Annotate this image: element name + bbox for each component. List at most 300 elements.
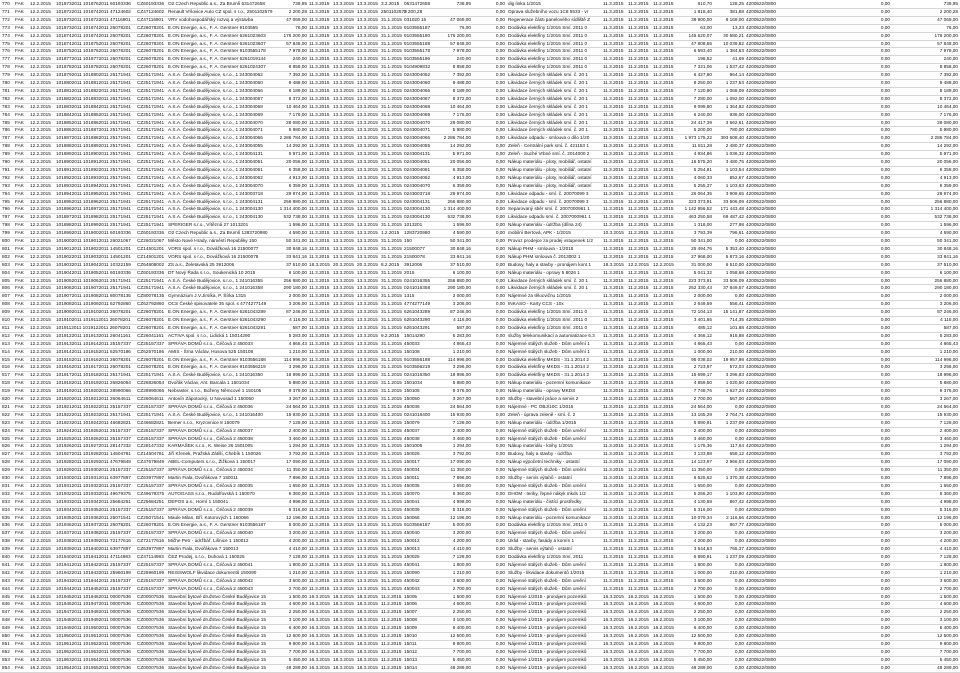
cell-cd: 1019342011 1019352011 25157337 <box>56 506 131 512</box>
cell-uhrada: 9103555188 <box>404 40 431 46</box>
cell-d3: 5 450,00 <box>693 656 712 662</box>
cell-ic: CZ25171941 <box>137 182 165 188</box>
cell-d3: 2 700,00 <box>693 585 712 591</box>
cell-duzp: 2 400,00 <box>452 427 471 433</box>
cell-cd: 1019462011 1019472011 00007536 <box>56 601 131 607</box>
cell-d2: 11.2.2015 <box>653 443 674 449</box>
cell-datum: 12.2.2015 <box>30 159 51 164</box>
cell-ic: CZ00007536 <box>137 633 165 638</box>
cell-dph: 4200522/0800 <box>746 277 776 283</box>
table-row <box>0 529 960 537</box>
cell-vs: 11.3.2015 <box>309 522 330 528</box>
cell-ev_cislo: 0,00 <box>495 159 505 164</box>
cell-zaklad_dph: 556,41 <box>729 301 744 307</box>
cell-d3: 2 700,00 <box>693 396 712 401</box>
cell-c1: 0,00 <box>880 206 890 212</box>
cell-dic: A.S.A. České Budějovice, s.r.o., 1 243004069 <box>168 111 263 117</box>
cell-ev_cislo: 0,00 <box>495 111 505 117</box>
cell-d3: 3 401,65 <box>693 317 712 322</box>
table-row <box>0 0 960 8</box>
cell-castka: 18.3.2015 <box>333 656 354 662</box>
cell-castka: 18.3.2015 <box>333 625 354 631</box>
cell-ic: CZ25171941 <box>137 111 165 117</box>
table-row <box>0 221 960 229</box>
cell-dph: 4200522/0800 <box>746 174 776 180</box>
cell-dic: SPRÁVA DOMŮ s.r.o., Čéčová 2 450035 <box>168 482 253 488</box>
cell-duzp: 738,95 <box>456 1 471 6</box>
cell-zaklad_dph: 0,00 <box>734 609 744 615</box>
cell-ev_cislo: 0,00 <box>495 261 505 267</box>
table-row <box>0 490 960 498</box>
cell-typ: FAK <box>15 285 24 291</box>
cell-n: 845 <box>2 593 10 599</box>
cell-dph: 4200522/0800 <box>746 119 776 125</box>
cell-typ: FAK <box>15 8 24 14</box>
cell-splat: 13.3.2015 <box>357 40 378 46</box>
cell-castka: 13.3.2015 <box>333 522 354 528</box>
cell-d3: 5 255,37 <box>693 182 712 188</box>
cell-cd: 1019042011 1019052011 60193336 <box>56 269 131 275</box>
cell-castka: 13.3.2015 <box>333 119 354 125</box>
cell-typ: FAK <box>15 103 24 109</box>
cell-ic: CZ63977897 <box>137 475 165 480</box>
cell-vs: 11.3.2015 <box>309 577 330 583</box>
cell-ev_cislo: 0,00 <box>495 166 505 172</box>
cell-splat: 13.3.2015 <box>357 143 378 149</box>
cell-datum: 12.2.2015 <box>30 569 51 575</box>
cell-d2: 11.2.2015 <box>653 546 674 552</box>
cell-dodavatel: 11 350,00 <box>286 467 307 473</box>
table-row <box>0 277 960 285</box>
cell-c1: 0,00 <box>880 348 890 354</box>
cell-c2: 10 464,00 <box>937 103 958 109</box>
cell-prijato: 31.1.2015 <box>381 380 402 386</box>
cell-cd: 1018722011 1018742011 47124602 <box>56 8 131 14</box>
cell-prijato: 31.1.2015 <box>381 482 402 488</box>
cell-datum: 16.2.2015 <box>30 656 51 662</box>
cell-zaklad_dph: 964,14 <box>729 72 744 78</box>
cell-c1: 0,00 <box>880 490 890 496</box>
cell-uhrada: 150079 <box>404 419 420 425</box>
cell-splat: 13.3.2015 <box>357 396 378 401</box>
cell-prijato: 31.1.2015 <box>381 103 402 109</box>
cell-cd: 1018832011 1018842011 25171941 <box>56 103 131 109</box>
cell-splat: 13.3.2015 <box>357 538 378 544</box>
cell-d2: 11.2.2015 <box>653 554 674 559</box>
cell-splat: 13.3.2015 <box>357 190 378 196</box>
cell-zaklad: Provoz prodejce za prodej vstupenek 1/2 <box>508 238 593 243</box>
cell-dodavatel: 57 848,00 <box>286 40 307 46</box>
cell-typ: FAK <box>15 174 24 180</box>
cell-text: 16.3.2015 <box>603 633 624 638</box>
cell-typ: FAK <box>15 56 24 62</box>
cell-splat: 13.3.2015 <box>357 285 378 291</box>
cell-d1: 11.2.2015 <box>628 159 649 164</box>
cell-dph: 4200522/0800 <box>746 530 776 536</box>
cell-zaklad: Separovaný sběr smí. č. 2007000961 1 <box>508 206 590 212</box>
cell-c1: 0,00 <box>880 577 890 583</box>
cell-ev_cislo: 0,00 <box>495 530 505 536</box>
cell-c1: 0,00 <box>880 8 890 14</box>
cell-prijato: 31.1.2015 <box>381 190 402 196</box>
cell-datum: 12.2.2015 <box>30 317 51 322</box>
cell-c1: 0,00 <box>880 648 890 654</box>
cell-dic: VRV vodohospodářský rozvoj a výstavba <box>168 16 254 22</box>
cell-dic: Martin Fiala, Dvořákova 7 150011 <box>168 475 239 480</box>
cell-ic: CZ25171941 <box>137 87 165 93</box>
cell-prijato: 31.1.2015 <box>381 490 402 496</box>
cell-cd: 1018732011 1018742011 26078201 <box>56 24 131 30</box>
cell-d1: 11.2.2015 <box>628 577 649 583</box>
table-row <box>0 134 960 142</box>
cell-dph: 4200522/0800 <box>746 538 776 544</box>
cell-cd: 1018942011 1018952011 25171941 <box>56 190 131 196</box>
cell-text: 11.3.2015 <box>603 32 624 38</box>
cell-d1: 11.2.2015 <box>628 8 649 14</box>
cell-ev_cislo: 0,00 <box>495 72 505 78</box>
cell-cd: 1019332011 1019342011 25684251 <box>56 498 131 504</box>
cell-zaklad: Nájemné 1/2015 - pronájem pozemků <box>508 640 587 646</box>
cell-prijato: 31.1.2015 <box>381 427 402 433</box>
cell-d1: 11.2.2015 <box>628 490 649 496</box>
cell-zaklad: Zeleň - Suché Vrbné smí. č. 2014000 2 <box>508 151 590 157</box>
cell-d3: 4 366,12 <box>693 332 712 338</box>
cell-ic: CZ47679849 <box>137 459 165 465</box>
table-row <box>0 292 960 300</box>
cell-splat: 13.3.2015 <box>357 32 378 38</box>
cell-datum: 16.2.2015 <box>30 601 51 607</box>
cell-d1: 16.2.2015 <box>628 640 649 646</box>
cell-vs: 16.3.2015 <box>309 633 330 638</box>
cell-n: 773 <box>2 24 10 30</box>
cell-datum: 12.2.2015 <box>30 332 51 338</box>
cell-prijato: 31.1.2015 <box>381 475 402 480</box>
cell-zaklad_dph: 69 487,42 <box>723 214 744 220</box>
cell-d2: 11.2.2015 <box>653 475 674 480</box>
cell-text: 11.3.2015 <box>603 569 624 575</box>
cell-d3: 6 593,40 <box>693 48 712 54</box>
cell-c2: 8 189,00 <box>939 87 958 93</box>
cell-datum: 12.2.2015 <box>30 143 51 149</box>
cell-zaklad_dph: 277,98 <box>729 222 744 228</box>
cell-dodavatel: 2 200,28 <box>288 8 307 14</box>
cell-duzp: 2 000,00 <box>452 293 471 299</box>
cell-c1: 0,00 <box>880 601 890 607</box>
cell-d1: 11.2.2015 <box>628 166 649 172</box>
cell-ev_cislo: 0,00 <box>495 569 505 575</box>
cell-zaklad: Dodávka elektřiny MKDS - 31.1.2014 2 <box>508 356 590 362</box>
cell-d3: 1 000,00 <box>693 348 712 354</box>
table-row <box>0 537 960 545</box>
cell-prijato: 31.1.2015 <box>381 198 402 204</box>
cell-dph: 4200522/0800 <box>746 151 776 157</box>
cell-text: 11.3.2015 <box>603 111 624 117</box>
cell-cd: 1018732011 1018722011 47116901 <box>56 16 131 22</box>
cell-c2: 3 206,00 <box>939 301 958 307</box>
cell-vs: 11.3.2015 <box>309 435 330 441</box>
cell-n: 793 <box>2 182 10 188</box>
cell-dic: SPRÁVA DOMŮ s.r.o., Čéčová 2 450042 <box>168 577 253 583</box>
cell-ev_cislo: 0,00 <box>495 95 505 101</box>
cell-uhrada: 0241016355 <box>404 277 431 283</box>
cell-duzp: 12 196,00 <box>450 514 471 520</box>
cell-vs: 11.3.2015 <box>309 48 330 54</box>
cell-d3: 485,12 <box>697 324 712 330</box>
cell-c2: 3 296,00 <box>939 364 958 370</box>
cell-zaklad: Nájemné 1/2015 - pronájem pozemků <box>508 593 587 599</box>
cell-castka: 13.3.2015 <box>333 135 354 141</box>
cell-typ: FAK <box>15 269 24 275</box>
table-row <box>0 284 960 292</box>
cell-prijato: 31.1.2015 <box>381 166 402 172</box>
cell-dph: 4200522/0800 <box>746 32 776 38</box>
cell-splat: 13.3.2015 <box>357 166 378 172</box>
cell-ic: CZ62792860 <box>137 301 165 307</box>
cell-typ: FAK <box>15 48 24 54</box>
cell-zaklad: Nájemné za tělocvičnu 1/2015 <box>508 293 571 299</box>
cell-d1: 11.2.2015 <box>628 419 649 425</box>
cell-vs: 11.3.2015 <box>309 253 330 259</box>
cell-vs: 11.3.2015 <box>309 182 330 188</box>
cell-zaklad: DHOM - teriky, řepné nákyk mkds 1/2 <box>508 490 586 496</box>
cell-uhrada: 150 <box>404 238 412 243</box>
cell-zaklad: Dodávka elektřiny 1/2015 Smí. 2011 0 <box>508 317 588 322</box>
table-row <box>0 229 960 237</box>
cell-vs: 11.3.2015 <box>309 554 330 559</box>
cell-datum: 12.2.2015 <box>30 174 51 180</box>
cell-dodavatel: 5 880,00 <box>288 380 307 386</box>
cell-ic: CZ26078201 <box>137 324 165 330</box>
cell-typ: FAK <box>15 364 24 370</box>
cell-d2: 11.2.2015 <box>653 490 674 496</box>
cell-c2: 8 858,00 <box>939 64 958 70</box>
cell-text: 11.3.2015 <box>603 24 624 30</box>
cell-text: 11.3.2015 <box>603 190 624 196</box>
cell-dph: 4200522/0800 <box>746 419 776 425</box>
cell-zaklad_dph: 0,00 <box>734 538 744 544</box>
cell-ev_cislo: 0,00 <box>495 648 505 654</box>
cell-ic: CZ25171941 <box>137 119 165 125</box>
cell-text: 11.3.2015 <box>603 380 624 386</box>
cell-text: 11.3.2015 <box>603 356 624 362</box>
cell-dic: AUTOGASS s.r.o., Rudolfovská 1 150070 <box>168 490 255 496</box>
cell-zaklad: Nákup materiálu - údržba 1/2015 <box>508 419 577 425</box>
cell-dic: A.S.A. České Budějovice, s.r.o., 1 243004068 <box>168 103 263 109</box>
table-row <box>0 482 960 490</box>
cell-uhrada: 450042 <box>404 577 420 583</box>
cell-d2: 11.2.2015 <box>653 166 674 172</box>
cell-ev_cislo: 0,00 <box>495 222 505 228</box>
cell-zaklad: Likvidace černých skládek smí. č. 20 1 <box>508 119 588 125</box>
cell-dic: A.S.A. České Budějovice, s.r.o., 1 243004051 <box>168 159 263 164</box>
cell-dodavatel: 7 128,00 <box>288 419 307 425</box>
cell-ic: CZ25071541 <box>137 514 165 520</box>
cell-cd: 1019012011 1019022011 14501201 <box>56 245 131 251</box>
cell-vs: 11.3.2015 <box>309 72 330 78</box>
cell-dph: 4200522/0800 <box>746 24 776 30</box>
cell-typ: FAK <box>15 182 24 188</box>
table-row <box>0 593 960 601</box>
cell-zaklad: Nájemné 1/2015 - pronájem pozemků <box>508 601 587 607</box>
cell-c2: 256 880,00 <box>934 198 958 204</box>
cell-splat: 13.3.2015 <box>357 340 378 346</box>
cell-c1: 0,00 <box>880 435 890 441</box>
cell-vs: 11.3.2015 <box>309 467 330 473</box>
cell-castka: 13.3.2015 <box>333 143 354 149</box>
cell-castka: 13.3.2015 <box>333 340 354 346</box>
cell-n: 776 <box>2 48 10 54</box>
cell-duzp: 10 464,00 <box>450 103 471 109</box>
cell-castka: 13.3.2015 <box>333 561 354 567</box>
cell-typ: FAK <box>15 253 24 259</box>
cell-typ: FAK <box>15 206 24 212</box>
cell-d2: 16.2.2015 <box>653 609 674 615</box>
cell-zaklad_dph: 0,00 <box>734 427 744 433</box>
cell-d2: 11.2.2015 <box>653 80 674 85</box>
cell-vs: 11.3.2015 <box>309 340 330 346</box>
cell-ev_cislo: 0,00 <box>495 56 505 62</box>
table-row <box>0 514 960 522</box>
cell-n: 841 <box>2 561 10 567</box>
cell-ic: CZ25157337 <box>137 340 165 346</box>
cell-c2: 5 880,00 <box>939 380 958 386</box>
cell-d3: 5 890,91 <box>693 419 712 425</box>
cell-castka: 13.3.2015 <box>333 182 354 188</box>
cell-duzp: 5 980,00 <box>452 127 471 133</box>
cell-cd: 1019542011 1019552011 00007536 <box>56 664 131 670</box>
cell-castka: 13.3.2015 <box>333 206 354 212</box>
cell-text: 11.3.2015 <box>603 506 624 512</box>
cell-splat: 13.3.2015 <box>357 546 378 552</box>
cell-typ: FAK <box>15 151 24 157</box>
cell-castka: 13.3.2015 <box>333 356 354 362</box>
cell-typ: FAK <box>15 514 24 520</box>
cell-dodavatel: 5 971,00 <box>288 151 307 157</box>
cell-duzp: 1 210,00 <box>452 569 471 575</box>
cell-dodavatel: 5 283,00 <box>288 332 307 338</box>
cell-vs: 11.3.2015 <box>309 214 330 220</box>
cell-ev_cislo: 0,00 <box>495 127 505 133</box>
cell-dodavatel: 2 250,00 <box>288 609 307 615</box>
cell-ic: CZ26078201 <box>137 64 165 70</box>
cell-zaklad_dph: 936,00 <box>729 111 744 117</box>
cell-ic: CZ25171941 <box>137 174 165 180</box>
cell-text: 16.3.2015 <box>603 617 624 623</box>
cell-zaklad_dph: 572,03 <box>729 364 744 370</box>
cell-zaklad: Likvidace odpadu - smí. č. 20070099 3 <box>508 190 589 196</box>
cell-zaklad: Úklid - stavby, fasády a komín 1 <box>508 538 575 544</box>
table-row <box>0 253 960 261</box>
cell-castka: 13.3.2015 <box>333 372 354 378</box>
cell-dic: E.ON Energie, a.s., F. A. Gerstner 9103555178 <box>168 48 266 54</box>
cell-n: 801 <box>2 245 10 251</box>
cell-uhrada: 2 200,28 <box>404 8 423 14</box>
cell-d2: 16.2.2015 <box>653 640 674 646</box>
table-row <box>0 63 960 71</box>
cell-c1: 0,00 <box>880 261 890 267</box>
cell-cd: 1018752011 1018762011 26078201 <box>56 48 131 54</box>
cell-zaklad_dph: 1 103,63 <box>725 182 744 188</box>
cell-ev_cislo: 0,00 <box>495 427 505 433</box>
cell-c1: 0,00 <box>880 372 890 378</box>
cell-splat: 13.3.2015 <box>357 482 378 488</box>
cell-ic: CZ25171941 <box>137 372 165 378</box>
cell-d2: 11.2.2015 <box>653 396 674 401</box>
cell-n: 779 <box>2 72 10 78</box>
cell-d2: 11.2.2015 <box>653 340 674 346</box>
cell-n: 818 <box>2 380 10 386</box>
cell-castka: 13.3.2015 <box>333 506 354 512</box>
cell-c1: 0,00 <box>880 32 890 38</box>
cell-uhrada: 15008 <box>404 617 418 623</box>
cell-uhrada: 1283720980 <box>404 230 431 236</box>
table-row <box>0 324 960 332</box>
cell-splat: 13.3.2015 <box>357 411 378 417</box>
cell-typ: FAK <box>15 95 24 101</box>
cell-d1: 11.2.2015 <box>628 506 649 512</box>
cell-cd: 1019202011 1019212011 26064611 <box>56 396 131 401</box>
cell-dodavatel: 5 980,00 <box>288 127 307 133</box>
cell-cd: 1019052011 1019062011 25171941 <box>56 277 131 283</box>
cell-ic: CZ60193336 <box>137 1 165 6</box>
cell-zaklad_dph: 714,35 <box>729 317 744 322</box>
cell-dic: Antonín Zápotocký, U Novosad 1 150050 <box>168 396 254 401</box>
cell-uhrada: 6261043289 <box>404 309 431 315</box>
cell-d2: 11.2.2015 <box>653 40 674 46</box>
cell-cd: 1018972011 1018982011 25171941 <box>56 214 131 220</box>
cell-duzp: 7 176,00 <box>452 111 471 117</box>
cell-n: 813 <box>2 340 10 346</box>
cell-vs: 11.3.2015 <box>309 427 330 433</box>
cell-d1: 11.2.2015 <box>628 293 649 299</box>
table-row <box>0 608 960 616</box>
cell-duzp: 5 880,00 <box>452 380 471 386</box>
cell-d3: 198,52 <box>697 56 712 62</box>
cell-typ: FAK <box>15 166 24 172</box>
cell-uhrada: 21500077 <box>404 245 425 251</box>
cell-text: 11.3.2015 <box>603 443 624 449</box>
cell-d3: 252 330,43 <box>688 285 712 291</box>
cell-prijato: 11.2.2015 <box>381 609 402 615</box>
cell-splat: 13.3.2015 <box>357 459 378 465</box>
cell-ic: CZ00007536 <box>137 664 165 670</box>
cell-dodavatel: 10 464,00 <box>286 103 307 109</box>
cell-zaklad: Likvidace černých skládek smí. č. 20 1 <box>508 87 588 93</box>
cell-datum: 12.2.2015 <box>30 285 51 291</box>
cell-dic: A.S.A. České Budějovice, s.r.o., 1 243004070 <box>168 119 263 125</box>
cell-d2: 11.2.2015 <box>653 372 674 378</box>
cell-c1: 0,00 <box>880 293 890 299</box>
cell-uhrada: 450039 <box>404 506 420 512</box>
cell-castka: 13.3.2015 <box>333 16 354 22</box>
cell-d1: 11.2.2015 <box>628 356 649 362</box>
cell-dodavatel: 15 930,00 <box>286 411 307 417</box>
cell-d3: 7 748,76 <box>693 388 712 394</box>
cell-dph: 4200522/0800 <box>746 230 776 236</box>
cell-c1: 0,00 <box>880 285 890 291</box>
cell-uhrada: 15011 <box>404 640 417 646</box>
cell-d3: 12 500,00 <box>691 633 712 638</box>
cell-zaklad: Dodávka elektřiny 1/2015 Smí. 2011 0 <box>508 324 588 330</box>
table-row <box>0 24 960 32</box>
cell-d2: 16.2.2015 <box>653 593 674 599</box>
cell-uhrada: 150013 <box>404 546 420 552</box>
cell-d1: 11.2.2015 <box>628 64 649 70</box>
cell-prijato: 31.1.2015 <box>381 253 402 259</box>
cell-splat: 13.3.2015 <box>357 230 378 236</box>
cell-d3: 10 079,34 <box>691 514 712 520</box>
cell-d3: 4 200,00 <box>693 538 712 544</box>
